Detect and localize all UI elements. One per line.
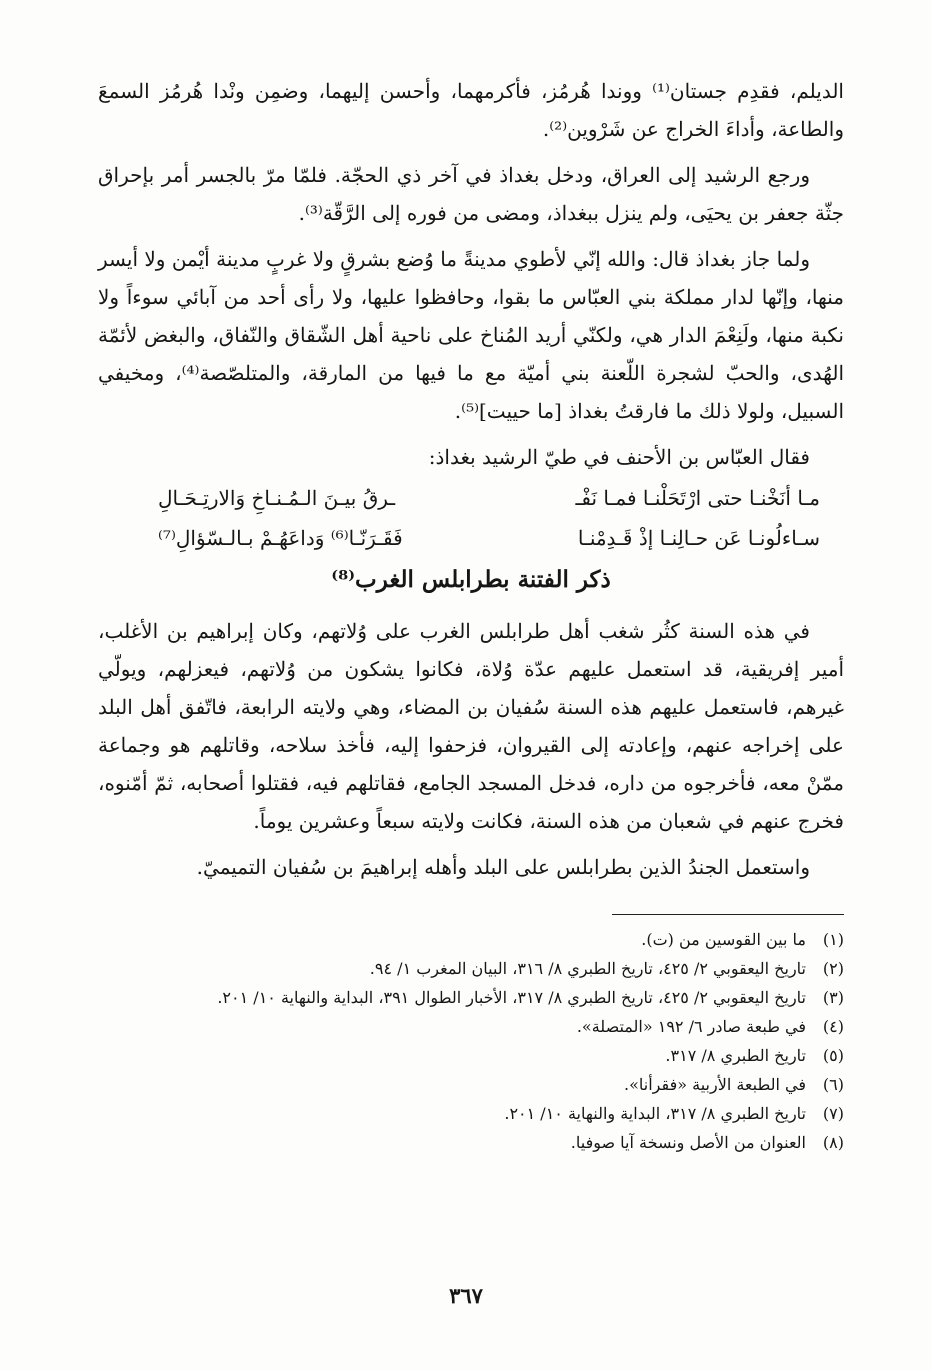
footnote-number: (١) [822,930,844,949]
poem [98,478,844,558]
footnote-text: في طبعة صادر ٦/ ١٩٢ «المتصلة». [576,1017,806,1036]
footnote-number: (٣) [822,988,844,1007]
footnote-number: (٢) [822,959,844,978]
verse-first-hemistich: مـا أنَخْنـا حتى ارْتَحَلْنـا فمـا نَفْـ [575,486,820,510]
verse-line [158,518,820,558]
footnote-item [98,1128,844,1157]
footnote-item [98,1070,844,1099]
page-number: ٣٦٧ [449,1283,483,1308]
poem-intro: فقال العبّاس بن الأحنف في طيّ الرشيد بغداذ: [428,445,810,469]
footnote-item [98,1041,844,1070]
footnote-text: تاريخ الطبري ٨/ ٣١٧. [665,1046,806,1065]
section-heading: ذكر الفتنة بطرابلس الغرب⁽⁸⁾ [331,566,611,593]
footnote-text: العنوان من الأصل ونسخة آيا صوفيا. [570,1133,806,1152]
footnote-text: تاريخ اليعقوبي ٢/ ٤٢٥، تاريخ الطبري ٨/ ٣١٦، البيان المغرب ١/ ٩٤. [369,959,806,978]
paragraph-3: ولما جاز بغداذ قال: والله إنّي لأطوي مدينةً ما وُضع بشرقٍ ولا غربٍ مدينة أيْمن ولا أيسر منها، وإنّها لدار مملكة بني العبّاس ما بقوا، وحافظوا عليها، ولا رأى أحد من آبائي سوءاً ولا نكبة منها، ولَنِعْمَ الدار هي، ولكنّي أريد المُناخ على ناحية أهل الشّقاق والنّفاق، والبغض لأئمّة الهُدى، والحبّ لشجرة اللّعنة بني أميّة مع ما فيها من المارقة، والمتلصّصة⁽⁴⁾، ومخيفي السبيل، ولولا ذلك ما فارقتُ بغداذ [ما حييت]⁽⁵⁾. [98,247,844,423]
footnote-number: (٧) [822,1104,844,1123]
section-paragraph-1: في هذه السنة كثُر شغب أهل طرابلس الغرب على وُلاتهم، وكان إبراهيم بن الأغلب، أمير إفريقية، قد استعمل عليهم عدّة وُلاة، فكانوا يشكون من وُلاتهم، فيعزلهم، ويولّي غيرهم، فاستعمل عليهم هذه السنة سُفيان بن المضاء، وهي ولايته الرابعة، فاتّفق أهل البلد على إخراجه عنهم، وإعادته إلى القيروان، فزحفوا إليه، فأخذ سلاحه، وقاتلهم هو وجماعة ممّنْ معه، فأخرجوه من داره، فدخل المسجد الجامع، فقاتلهم فيه، فقتلوا أصحابه، ثمّ أمّنوه، فخرج عنهم في شعبان من هذه السنة، فكانت ولايته سبعاً وعشرين يوماً. [98,619,844,833]
paragraph-2: ورجع الرشيد إلى العراق، ودخل بغداذ في آخر ذي الحجّة. فلمّا مرّ بالجسر أمر بإحراق جثّة جعفر بن يحيَى، ولم ينزل ببغداذ، ومضى من فوره إلى الرَّقّة⁽³⁾. [98,163,844,225]
verse-second-hemistich: فَقَـرَنّـا⁽⁶⁾ وَداعَهُـمْ بـالـسّؤالِ⁽⁷⁾ [158,526,403,550]
paragraph-1: الديلم، فقدِم جستان⁽¹⁾ ووندا هُرمُز، فأكرمهما، وأحسن إليهما، وضمِن ونْدا هُرمُز السمعَ والطاعة، وأداءَ الخراج عن شَرْوين⁽²⁾. [98,79,844,141]
footnote-item [98,1099,844,1128]
section-paragraph-2: واستعمل الجندُ الذين بطرابلس على البلد وأهله إبراهيمَ بن سُفيان التميميّ. [196,855,810,879]
verse-line [158,478,820,518]
footnote-divider [612,914,844,915]
footnote-item [98,1012,844,1041]
footnote-text: تاريخ الطبري ٨/ ٣١٧، البداية والنهاية ١٠/ ٢٠١. [504,1104,806,1123]
footnotes [98,925,844,1157]
footnote-text: في الطبعة الأربية «فقرأنا». [624,1075,806,1094]
footnote-item [98,983,844,1012]
footnote-text: تاريخ اليعقوبي ٢/ ٤٢٥، تاريخ الطبري ٨/ ٣١٧، الأخبار الطوال ٣٩١، البداية والنهاية ١٠/ ٢٠١. [217,988,806,1007]
verse-first-hemistich: سـاءلُونـا عَن حـالِنـا إذْ قَـدِمْنـا [577,526,820,550]
footnote-number: (٨) [822,1133,844,1152]
verse-second-hemistich: ـرقُ بيـنَ الـمُـنـاخِ وَالارتِـحَـالِ [158,486,396,510]
footnote-number: (٤) [822,1017,844,1036]
footnote-item [98,954,844,983]
footnote-number: (٥) [822,1046,844,1065]
footnote-number: (٦) [822,1075,844,1094]
footnote-item [98,925,844,954]
footnote-text: ما بين القوسين من (ت). [641,930,806,949]
